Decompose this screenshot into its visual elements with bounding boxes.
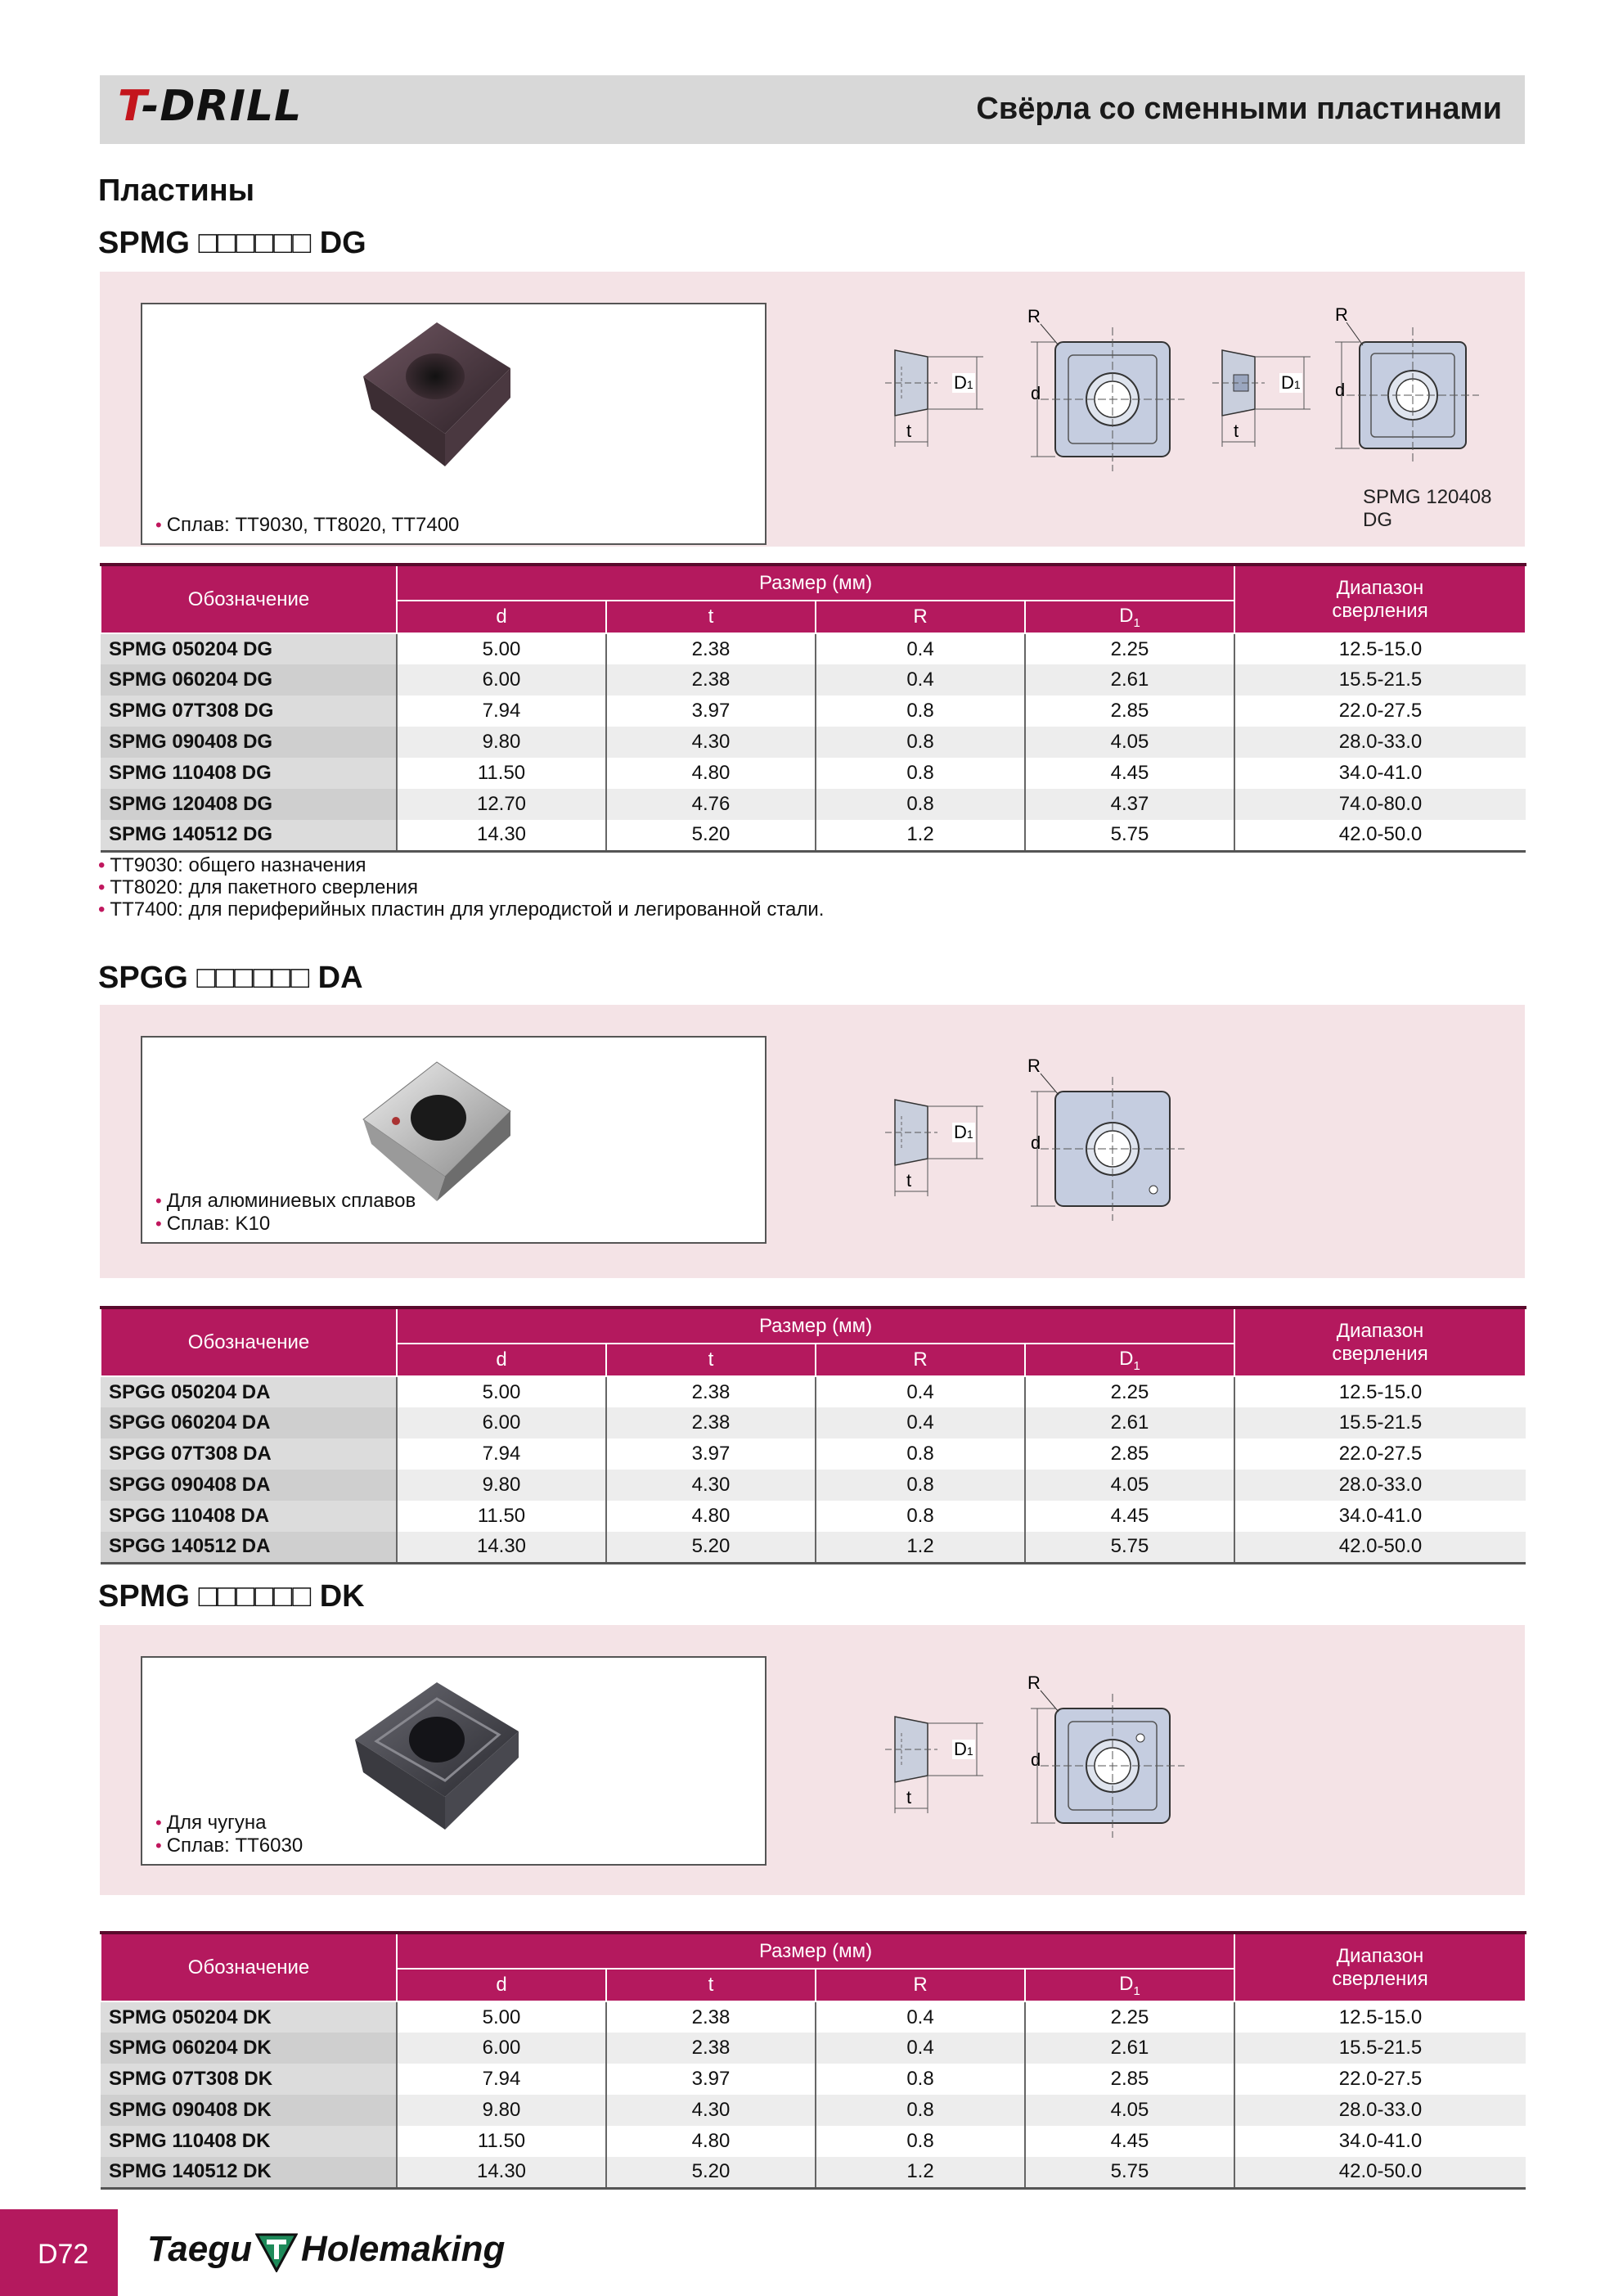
row-value: 34.0-41.0 xyxy=(1338,2130,1423,2152)
drawing-label-r: R xyxy=(1335,304,1348,325)
row-value: 2.38 xyxy=(606,1407,816,1438)
table-row xyxy=(101,2095,1526,2126)
row-value: 7.94 xyxy=(397,1438,606,1470)
drawing-label-d: d xyxy=(1031,383,1041,403)
row-value: 1.2 xyxy=(816,2157,1025,2188)
drawing-label-d1: D1 xyxy=(954,1739,973,1759)
row-value: 4.30 xyxy=(606,2095,816,2126)
table-row xyxy=(101,758,1526,789)
row-value: 4.80 xyxy=(606,1501,816,1532)
row-designation: SPMG 110408 DG xyxy=(101,758,397,789)
row-value: 5.20 xyxy=(606,1532,816,1563)
row-value: 28.0-33.0 xyxy=(1234,2095,1526,2126)
row-value: 42.0-50.0 xyxy=(1234,820,1526,851)
row-value: 4.76 xyxy=(606,789,816,820)
row-value: 6.00 xyxy=(397,664,606,696)
brand-word-a: Taegu xyxy=(147,2229,252,2269)
row-value: 4.05 xyxy=(1025,727,1234,758)
header-t: t xyxy=(606,1969,816,2001)
row-value: 0.8 xyxy=(816,2126,1025,2157)
drawing-label-d: d xyxy=(1031,1132,1041,1153)
row-value: 4.30 xyxy=(606,1470,816,1501)
header-designation: Обозначение xyxy=(101,1933,397,2001)
row-value: 1.2 xyxy=(816,820,1025,851)
header-d1: $D_1$ xyxy=(1025,601,1234,633)
row-value: 15.5-21.5 xyxy=(1234,2033,1526,2064)
drawing-label-t: t xyxy=(906,1170,912,1191)
table-row xyxy=(101,2126,1526,2157)
row-value: 0.4 xyxy=(816,1376,1025,1407)
row-designation: SPGG 07T308 DA xyxy=(101,1438,397,1470)
table-row xyxy=(101,820,1526,851)
row-value: 2.38 xyxy=(606,1376,816,1407)
row-value: 9.80 xyxy=(397,1470,606,1501)
header-range: Диапазон сверления xyxy=(1234,565,1526,633)
insert-photo-box xyxy=(141,303,767,545)
header-bar xyxy=(100,75,1525,144)
row-designation: SPMG 07T308 DK xyxy=(101,2064,397,2095)
header-size: Размер (мм) xyxy=(397,1933,1234,1969)
row-designation: SPGG 140512 DA xyxy=(101,1532,397,1563)
product-code-dg: SPMG □□□□□□ DG xyxy=(98,226,366,260)
row-value: 2.85 xyxy=(1025,2064,1234,2095)
row-value: 4.05 xyxy=(1025,1470,1234,1501)
row-designation: SPMG 090408 DG xyxy=(101,727,397,758)
row-value: 22.0-27.5 xyxy=(1338,700,1423,722)
row-value: 74.0-80.0 xyxy=(1234,789,1526,820)
section-title: Пластины xyxy=(98,173,255,208)
row-value: 0.8 xyxy=(816,727,1025,758)
insert-photo-box xyxy=(141,1036,767,1244)
header-t: t xyxy=(606,1344,816,1376)
photo-note: • Сплав: TT6030 xyxy=(155,1835,303,1857)
page-number: D72 xyxy=(38,2239,89,2270)
header-d: d xyxy=(397,1344,606,1376)
row-designation: SPGG 110408 DA xyxy=(101,1501,397,1532)
row-designation: SPGG 050204 DA xyxy=(101,1376,397,1407)
row-value: 4.45 xyxy=(1025,1501,1234,1532)
header-size: Размер (мм) xyxy=(397,1308,1234,1344)
row-designation: SPGG 090408 DA xyxy=(101,1470,397,1501)
insert-photo-da xyxy=(347,1046,527,1209)
insert-drawing-dg-2 xyxy=(1327,301,1490,506)
photo-note: • Для алюминиевых сплавов xyxy=(155,1190,416,1212)
table-row xyxy=(101,1376,1526,1407)
logo-word: -DRILL xyxy=(141,82,303,131)
table-row xyxy=(101,633,1526,664)
row-value: 2.25 xyxy=(1025,2001,1234,2033)
taegu-holemaking-logo xyxy=(147,2229,505,2272)
table-row xyxy=(101,664,1526,696)
insert-photo-dg xyxy=(347,311,527,475)
row-value: 4.05 xyxy=(1025,2095,1234,2126)
row-value: 34.0-41.0 xyxy=(1338,762,1423,784)
row-designation: SPMG 060204 DK xyxy=(101,2033,397,2064)
row-value: 4.80 xyxy=(606,2126,816,2157)
row-value: 0.4 xyxy=(816,1407,1025,1438)
row-designation: SPMG 140512 DK xyxy=(101,2157,397,2188)
row-value: 5.75 xyxy=(1025,1532,1234,1563)
row-value: 12.70 xyxy=(397,789,606,820)
row-value: 9.80 xyxy=(397,2095,606,2126)
drawing-label-t: t xyxy=(906,1787,912,1808)
row-value: 3.97 xyxy=(606,1438,816,1470)
row-value: 14.30 xyxy=(397,820,606,851)
brand-word-b: Holemaking xyxy=(300,2229,506,2269)
footnote: • TT9030: общего назначения xyxy=(98,854,366,876)
row-value: 1.2 xyxy=(816,1532,1025,1563)
row-value: 3.97 xyxy=(606,2064,816,2095)
row-designation: SPGG 060204 DA xyxy=(101,1407,397,1438)
row-value: 0.4 xyxy=(816,664,1025,696)
spec-table-da xyxy=(100,1306,1526,1564)
row-value: 0.8 xyxy=(816,696,1025,727)
row-value: 2.85 xyxy=(1025,1438,1234,1470)
row-value: 9.80 xyxy=(397,727,606,758)
tt-emblem-icon xyxy=(255,2230,298,2272)
header-designation: Обозначение xyxy=(101,565,397,633)
row-value: 3.97 xyxy=(606,696,816,727)
row-value: 5.00 xyxy=(397,1376,606,1407)
header-designation: Обозначение xyxy=(101,1308,397,1376)
row-value: 6.00 xyxy=(397,1407,606,1438)
header-t: t xyxy=(606,601,816,633)
table-row xyxy=(101,696,1526,727)
drawing-caption: SPMG 120408 DG xyxy=(1363,486,1492,531)
row-designation: SPMG 050204 DG xyxy=(101,633,397,664)
product-code-dk: SPMG □□□□□□ DK xyxy=(98,1579,365,1614)
row-value: 2.61 xyxy=(1025,664,1234,696)
table-row xyxy=(101,2033,1526,2064)
t-drill-logo xyxy=(118,82,302,131)
row-value: 2.61 xyxy=(1025,1407,1234,1438)
footnote: • TT7400: для периферийных пластин для углеродистой и легированной стали. xyxy=(98,898,825,921)
spec-table-dk xyxy=(100,1931,1526,2190)
row-value: 15.5-21.5 xyxy=(1234,664,1526,696)
row-value: 12.5-15.0 xyxy=(1338,637,1423,660)
table-row xyxy=(101,1501,1526,1532)
row-value: 6.00 xyxy=(397,2033,606,2064)
row-designation: SPMG 140512 DG xyxy=(101,820,397,851)
product-panel-dg xyxy=(100,272,1525,547)
header-d: d xyxy=(397,601,606,633)
row-value: 28.0-33.0 xyxy=(1234,727,1526,758)
drawing-label-d: d xyxy=(1335,380,1346,400)
photo-notes xyxy=(155,1190,416,1236)
row-value: 2.38 xyxy=(606,2001,816,2033)
row-designation: SPMG 060204 DG xyxy=(101,664,397,696)
insert-drawing-dk xyxy=(877,1668,1270,1872)
table-row xyxy=(101,1470,1526,1501)
row-value: 28.0-33.0 xyxy=(1234,1470,1526,1501)
spec-table-dg xyxy=(100,563,1526,853)
table-row xyxy=(101,1532,1526,1563)
header-range: Диапазон сверления xyxy=(1234,1308,1526,1376)
row-value: 2.25 xyxy=(1025,633,1234,664)
logo-letter: T xyxy=(118,82,142,131)
row-value: 0.8 xyxy=(816,1438,1025,1470)
row-value: 4.30 xyxy=(606,727,816,758)
row-value: 12.5-15.0 xyxy=(1338,1380,1423,1403)
footnotes-dg xyxy=(98,854,824,921)
drawing-label-r: R xyxy=(1027,1672,1041,1693)
row-value: 0.4 xyxy=(816,2033,1025,2064)
row-value: 5.20 xyxy=(606,820,816,851)
header-r: R xyxy=(816,1344,1025,1376)
drawing-label-d1: D1 xyxy=(954,1122,973,1142)
row-value: 2.61 xyxy=(1025,2033,1234,2064)
row-value: 0.8 xyxy=(816,1501,1025,1532)
row-value: 4.80 xyxy=(606,758,816,789)
row-value: 2.38 xyxy=(606,633,816,664)
table-row xyxy=(101,789,1526,820)
drawing-label-r: R xyxy=(1027,306,1041,326)
row-designation: SPMG 120408 DG xyxy=(101,789,397,820)
drawing-label-r: R xyxy=(1027,1056,1041,1076)
row-value: 2.38 xyxy=(606,664,816,696)
drawing-label-d: d xyxy=(1031,1749,1041,1770)
header-d1: $D_1$ xyxy=(1025,1969,1234,2001)
photo-note: • Для чугуна xyxy=(155,1812,267,1834)
row-value: 0.8 xyxy=(816,2064,1025,2095)
table-row xyxy=(101,1438,1526,1470)
table-row xyxy=(101,2157,1526,2188)
header-d: d xyxy=(397,1969,606,2001)
row-value: 11.50 xyxy=(397,1501,606,1532)
photo-note: • Сплав: TT9030, TT8020, TT7400 xyxy=(155,514,460,536)
row-value: 22.0-27.5 xyxy=(1338,2068,1423,2090)
row-designation: SPMG 090408 DK xyxy=(101,2095,397,2126)
product-code-da: SPGG □□□□□□ DA xyxy=(98,961,363,995)
row-value: 14.30 xyxy=(397,2157,606,2188)
page-tab xyxy=(0,2209,118,2296)
drawing-label-d1: D1 xyxy=(1281,372,1301,393)
row-value: 0.8 xyxy=(816,2095,1025,2126)
row-designation: SPMG 050204 DK xyxy=(101,2001,397,2033)
header-d1: $D_1$ xyxy=(1025,1344,1234,1376)
header-range: Диапазон сверления xyxy=(1234,1933,1526,2001)
row-value: 2.38 xyxy=(606,2033,816,2064)
row-value: 42.0-50.0 xyxy=(1234,1532,1526,1563)
insert-drawing-da xyxy=(877,1051,1270,1255)
table-row xyxy=(101,2064,1526,2095)
row-designation: SPMG 07T308 DG xyxy=(101,696,397,727)
row-value: 14.30 xyxy=(397,1532,606,1563)
drawing-label-d1: D1 xyxy=(954,372,973,393)
row-value: 7.94 xyxy=(397,2064,606,2095)
photo-note: • Сплав: K10 xyxy=(155,1213,271,1235)
row-value: 2.25 xyxy=(1025,1376,1234,1407)
row-value: 7.94 xyxy=(397,696,606,727)
row-value: 22.0-27.5 xyxy=(1338,1443,1423,1465)
row-value: 2.85 xyxy=(1025,696,1234,727)
photo-notes xyxy=(155,514,459,537)
row-value: 5.75 xyxy=(1025,820,1234,851)
row-value: 4.45 xyxy=(1025,2126,1234,2157)
row-value: 0.4 xyxy=(816,2001,1025,2033)
row-value: 5.00 xyxy=(397,2001,606,2033)
header-r: R xyxy=(816,601,1025,633)
insert-photo-dk xyxy=(339,1666,535,1830)
row-value: 11.50 xyxy=(397,758,606,789)
row-designation: SPMG 110408 DK xyxy=(101,2126,397,2157)
drawing-label-t: t xyxy=(906,421,912,441)
product-panel-dk xyxy=(100,1625,1525,1895)
row-value: 12.5-15.0 xyxy=(1338,2006,1423,2028)
table-row xyxy=(101,727,1526,758)
product-panel-da xyxy=(100,1005,1525,1278)
row-value: 11.50 xyxy=(397,2126,606,2157)
header-r: R xyxy=(816,1969,1025,2001)
row-value: 34.0-41.0 xyxy=(1338,1505,1423,1527)
row-value: 4.45 xyxy=(1025,758,1234,789)
table-row xyxy=(101,2001,1526,2033)
insert-photo-box xyxy=(141,1656,767,1866)
row-value: 15.5-21.5 xyxy=(1234,1407,1526,1438)
row-value: 0.8 xyxy=(816,758,1025,789)
header-size: Размер (мм) xyxy=(397,565,1234,601)
row-value: 4.37 xyxy=(1025,789,1234,820)
table-row xyxy=(101,1407,1526,1438)
row-value: 0.8 xyxy=(816,1470,1025,1501)
row-value: 0.4 xyxy=(816,633,1025,664)
row-value: 5.75 xyxy=(1025,2157,1234,2188)
photo-notes xyxy=(155,1812,303,1857)
drawing-label-t: t xyxy=(1234,421,1239,441)
footnote: • TT8020: для пакетного сверления xyxy=(98,876,418,898)
row-value: 5.00 xyxy=(397,633,606,664)
row-value: 42.0-50.0 xyxy=(1234,2157,1526,2188)
row-value: 5.20 xyxy=(606,2157,816,2188)
page-header-title: Свёрла со сменными пластинами xyxy=(976,92,1502,126)
row-value: 0.8 xyxy=(816,789,1025,820)
